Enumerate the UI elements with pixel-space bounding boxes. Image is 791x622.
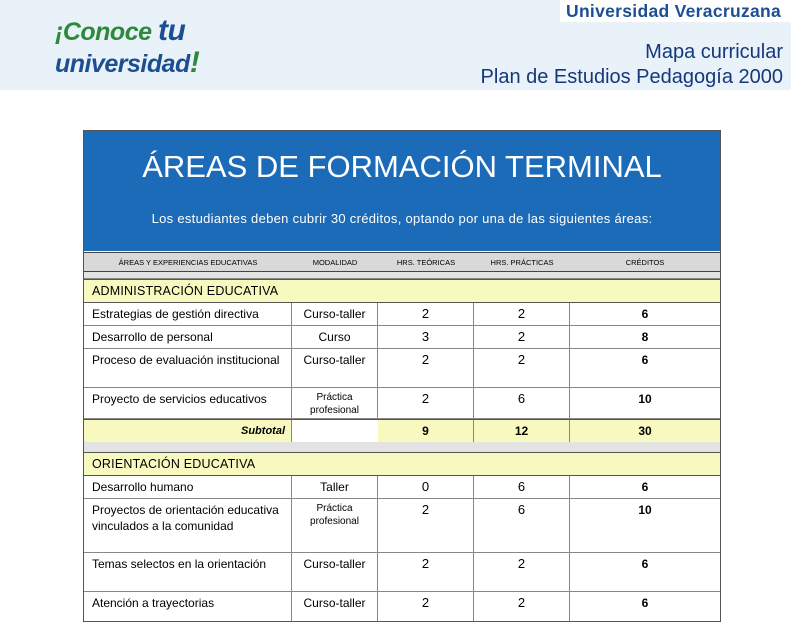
table-row	[84, 303, 720, 326]
hrs-teoricas: 2	[378, 592, 474, 622]
table-row	[84, 326, 720, 349]
table-row	[84, 476, 720, 499]
column-header-creditos: CRÉDITOS	[625, 258, 665, 267]
hrs-practicas: 6	[474, 476, 570, 498]
modalidad: Taller	[292, 476, 378, 498]
hrs-practicas: 2	[474, 303, 570, 325]
modalidad: Curso	[292, 326, 378, 348]
creditos: 6	[641, 596, 649, 610]
ee-name: Proceso de evaluación institucional	[84, 349, 292, 387]
table-heading: ÁREAS DE FORMACIÓN TERMINAL	[142, 149, 662, 184]
ee-name: Estrategias de gestión directiva	[84, 303, 292, 325]
ee-name: Proyectos de orientación educativa vinculados a la comunidad	[84, 499, 292, 552]
creditos: 6	[641, 307, 649, 321]
modalidad: Práctica profesional	[292, 388, 378, 418]
column-header-hrs-practicas: HRS. PRÁCTICAS	[490, 258, 554, 267]
modalidad: Curso-taller	[292, 592, 378, 622]
hrs-practicas: 2	[474, 349, 570, 387]
section-header	[84, 279, 720, 303]
hrs-teoricas: 2	[378, 553, 474, 591]
hrs-practicas: 6	[474, 499, 570, 552]
title-line-2: Plan de Estudios Pedagogía 2000	[480, 66, 783, 88]
university-name: Universidad Veracruzana	[566, 1, 782, 21]
table-row	[84, 592, 720, 622]
ee-name: Atención a trayectorias	[84, 592, 292, 622]
conoce-tu-universidad-logo	[55, 16, 199, 78]
ee-name: Temas selectos en la orientación	[84, 553, 292, 591]
table-row	[84, 553, 720, 592]
modalidad: Curso-taller	[292, 553, 378, 591]
table-row	[84, 499, 720, 553]
column-header-areas: ÁREAS Y EXPERIENCIAS EDUCATIVAS	[118, 258, 258, 267]
column-header-hrs-teoricas: HRS. TEÓRICAS	[396, 258, 456, 267]
logo-text-universidad: universidad	[55, 50, 190, 78]
subtotal-row	[84, 419, 720, 443]
title-line-1: Mapa curricular	[645, 41, 783, 63]
subtotal-hrs-teoricas: 9	[378, 420, 474, 442]
hrs-practicas: 2	[474, 592, 570, 622]
section-title: ORIENTACIÓN EDUCATIVA	[92, 457, 256, 471]
hrs-teoricas: 3	[378, 326, 474, 348]
hrs-teoricas: 2	[378, 388, 474, 418]
table-subheading: Los estudiantes deben cubrir 30 créditos, optando por una de las siguientes áreas:	[151, 211, 653, 226]
creditos: 6	[641, 480, 649, 494]
creditos: 6	[641, 557, 649, 571]
subtotal-creditos: 30	[570, 420, 720, 442]
hrs-teoricas: 2	[378, 499, 474, 552]
curriculum-table	[83, 130, 721, 622]
logo-text-tu: tu	[157, 14, 186, 47]
spacer-row	[84, 272, 720, 279]
table-row	[84, 349, 720, 388]
modalidad: Curso-taller	[292, 303, 378, 325]
creditos: 6	[641, 353, 649, 367]
subtotal-hrs-practicas: 12	[474, 420, 570, 442]
logo-text-bang: !	[189, 46, 200, 79]
ee-name: Proyecto de servicios educativos	[84, 388, 292, 418]
page-title	[481, 40, 783, 90]
hrs-practicas: 2	[474, 326, 570, 348]
hrs-practicas: 6	[474, 388, 570, 418]
subtotal-empty-cell	[292, 420, 379, 442]
ee-name: Desarrollo humano	[84, 476, 292, 498]
section-title: ADMINISTRACIÓN EDUCATIVA	[92, 284, 279, 298]
creditos: 8	[641, 330, 649, 344]
creditos: 10	[638, 503, 652, 517]
modalidad: Práctica profesional	[292, 499, 378, 552]
table-row	[84, 388, 720, 419]
hrs-teoricas: 2	[378, 349, 474, 387]
column-header-modalidad: MODALIDAD	[312, 258, 358, 267]
logo-text-conoce: ¡Conoce	[55, 18, 158, 46]
section-header	[84, 452, 720, 476]
creditos: 10	[638, 392, 652, 406]
hrs-teoricas: 2	[378, 303, 474, 325]
subtotal-label: Subtotal	[84, 420, 292, 442]
ee-name: Desarrollo de personal	[84, 326, 292, 348]
modalidad: Curso-taller	[292, 349, 378, 387]
hrs-practicas: 2	[474, 553, 570, 591]
column-headers	[84, 252, 720, 272]
hrs-teoricas: 0	[378, 476, 474, 498]
